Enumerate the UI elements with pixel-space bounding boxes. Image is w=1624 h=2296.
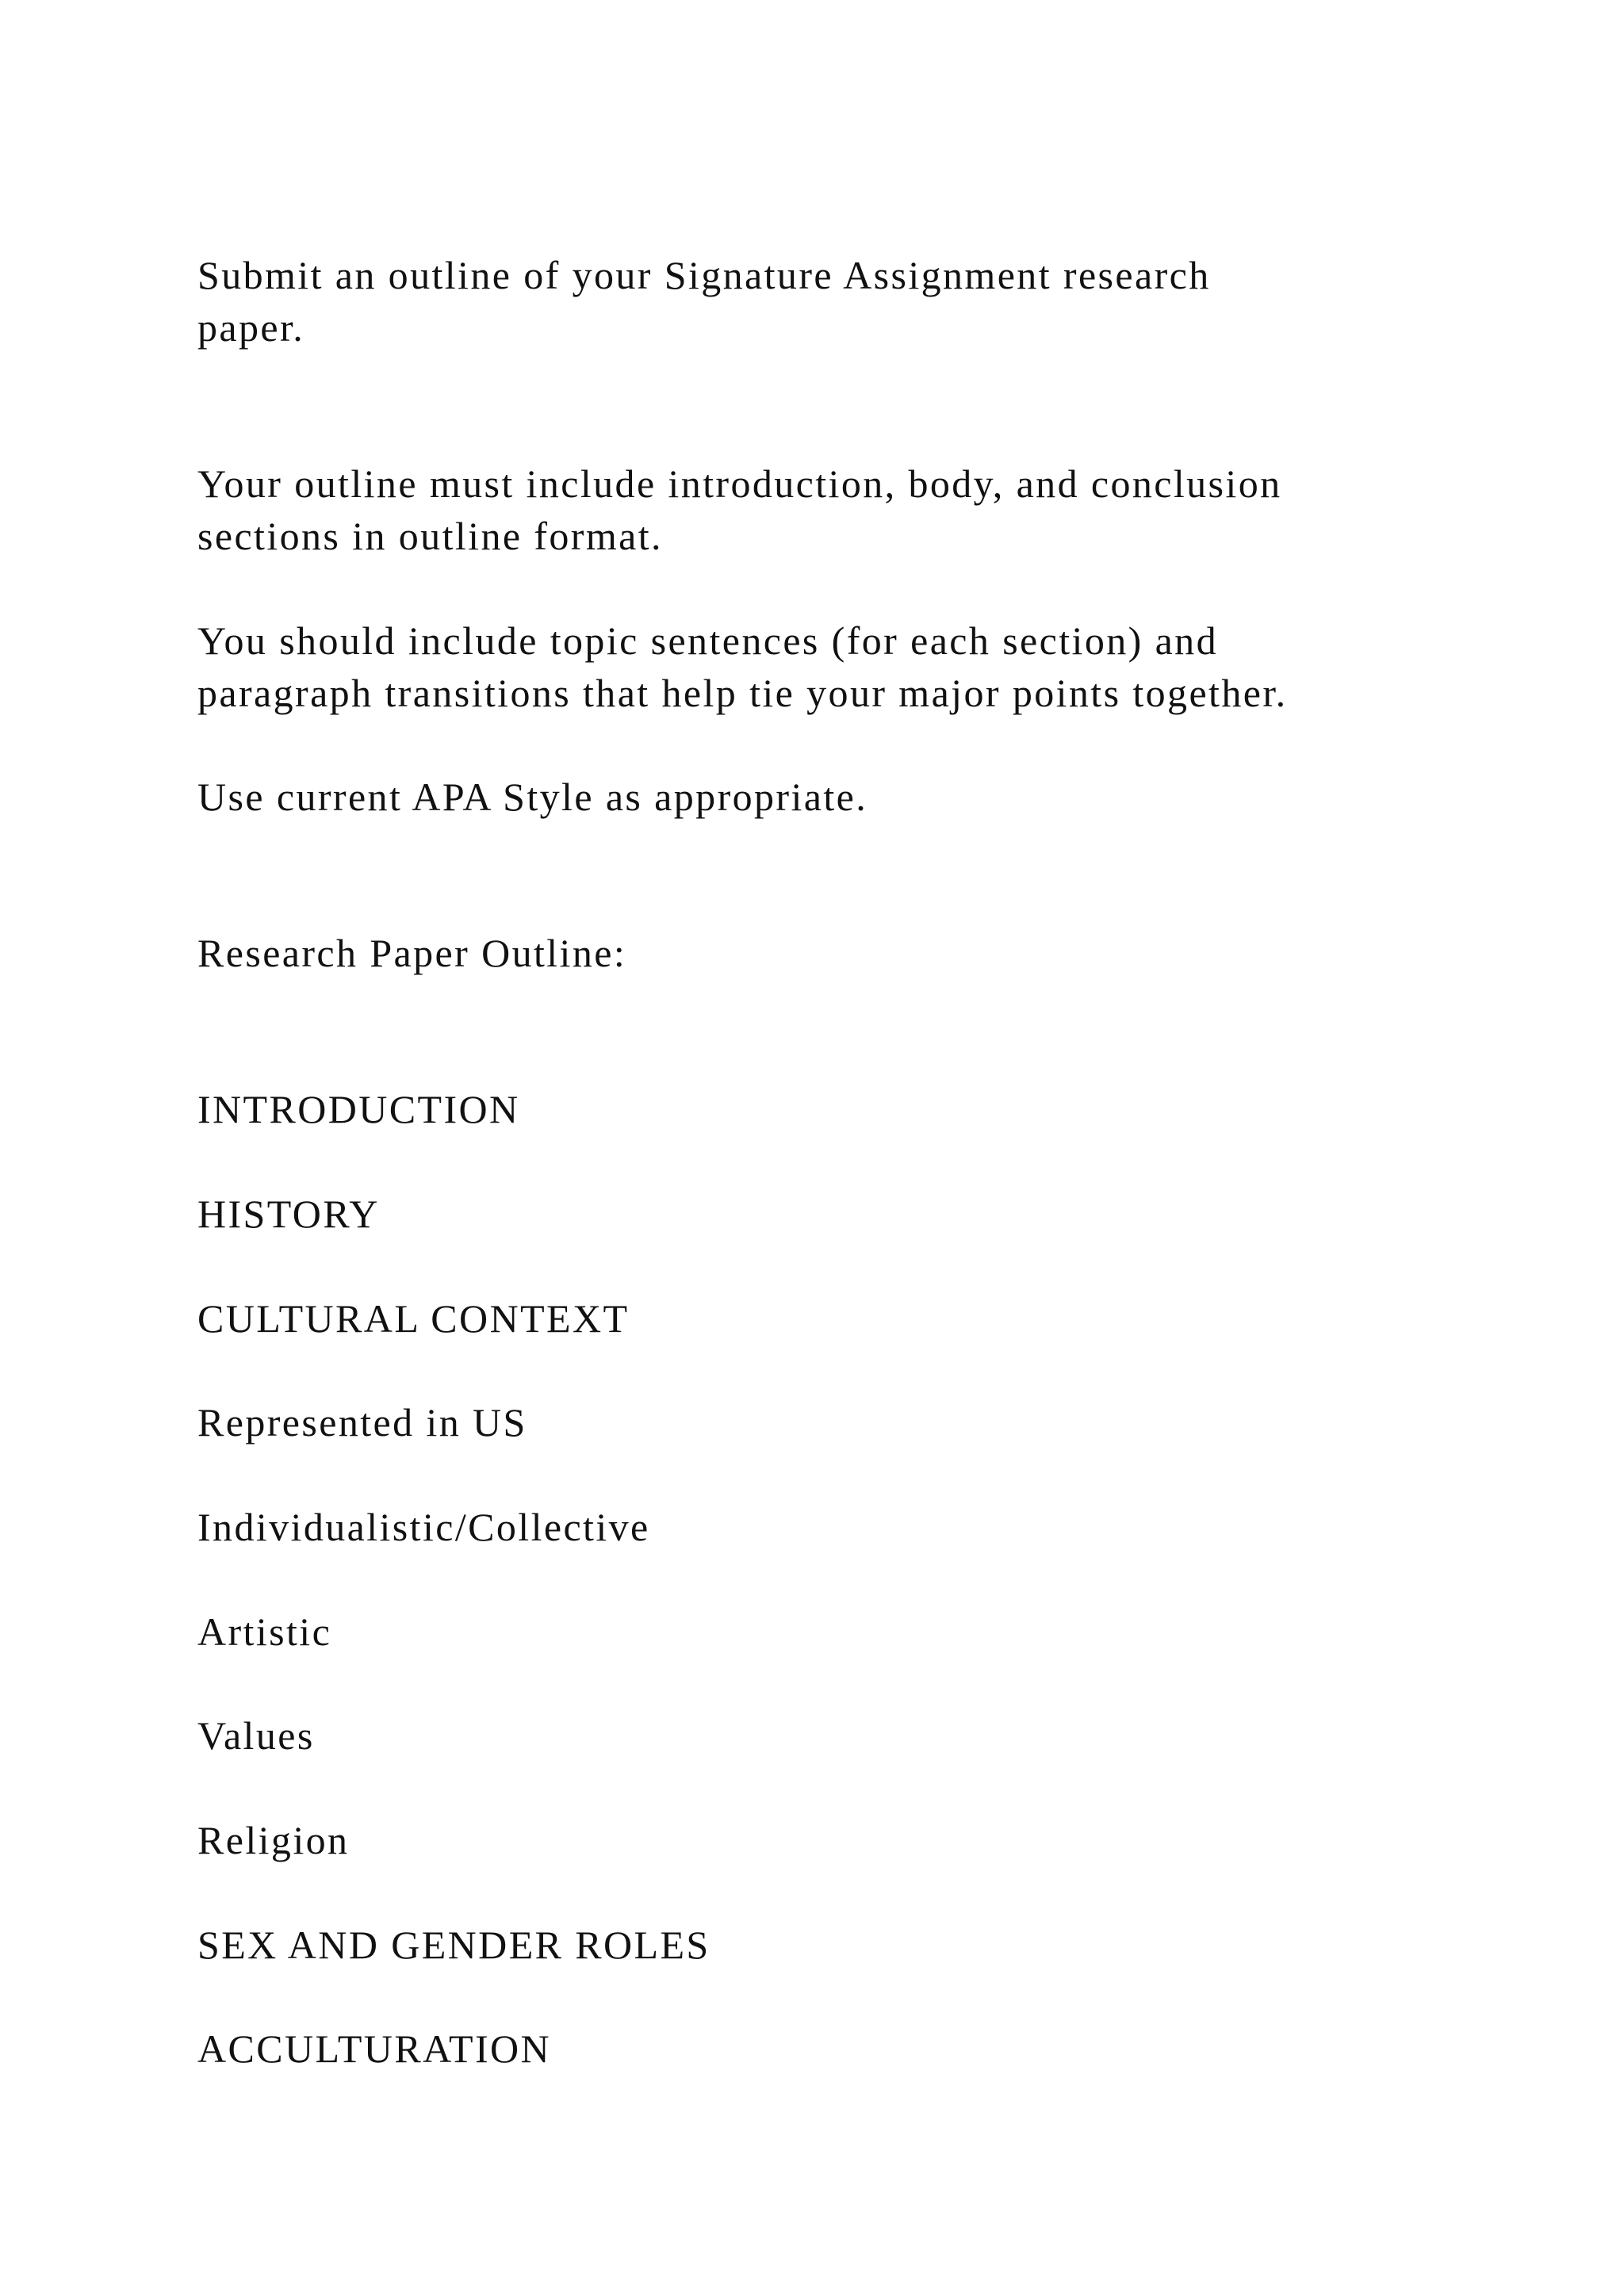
outline-item: HISTORY — [197, 1192, 380, 1236]
outline-item: Religion — [197, 1818, 350, 1862]
outline-item: SEX AND GENDER ROLES — [197, 1923, 710, 1967]
outline-item: ACCULTURATION — [197, 2026, 552, 2071]
outline-item: Represented in US — [197, 1400, 527, 1445]
instruction-line: You should include topic sentences (for each section) and — [197, 618, 1218, 663]
instruction-line: paragraph transitions that help tie your major points together. — [197, 671, 1288, 715]
outline-item: Artistic — [197, 1609, 332, 1654]
instruction-line: Submit an outline of your Signature Assignment research — [197, 253, 1211, 297]
outline-heading: Research Paper Outline: — [197, 931, 627, 975]
instruction-line: Use current APA Style as appropriate. — [197, 775, 868, 819]
outline-item: CULTURAL CONTEXT — [197, 1296, 630, 1341]
instruction-line: paper. — [197, 305, 305, 350]
outline-item: Individualistic/Collective — [197, 1505, 650, 1549]
outline-item: INTRODUCTION — [197, 1087, 520, 1131]
instruction-line: Your outline must include introduction, body, and conclusion — [197, 461, 1282, 506]
outline-item: Values — [197, 1713, 315, 1758]
instruction-line: sections in outline format. — [197, 514, 663, 558]
